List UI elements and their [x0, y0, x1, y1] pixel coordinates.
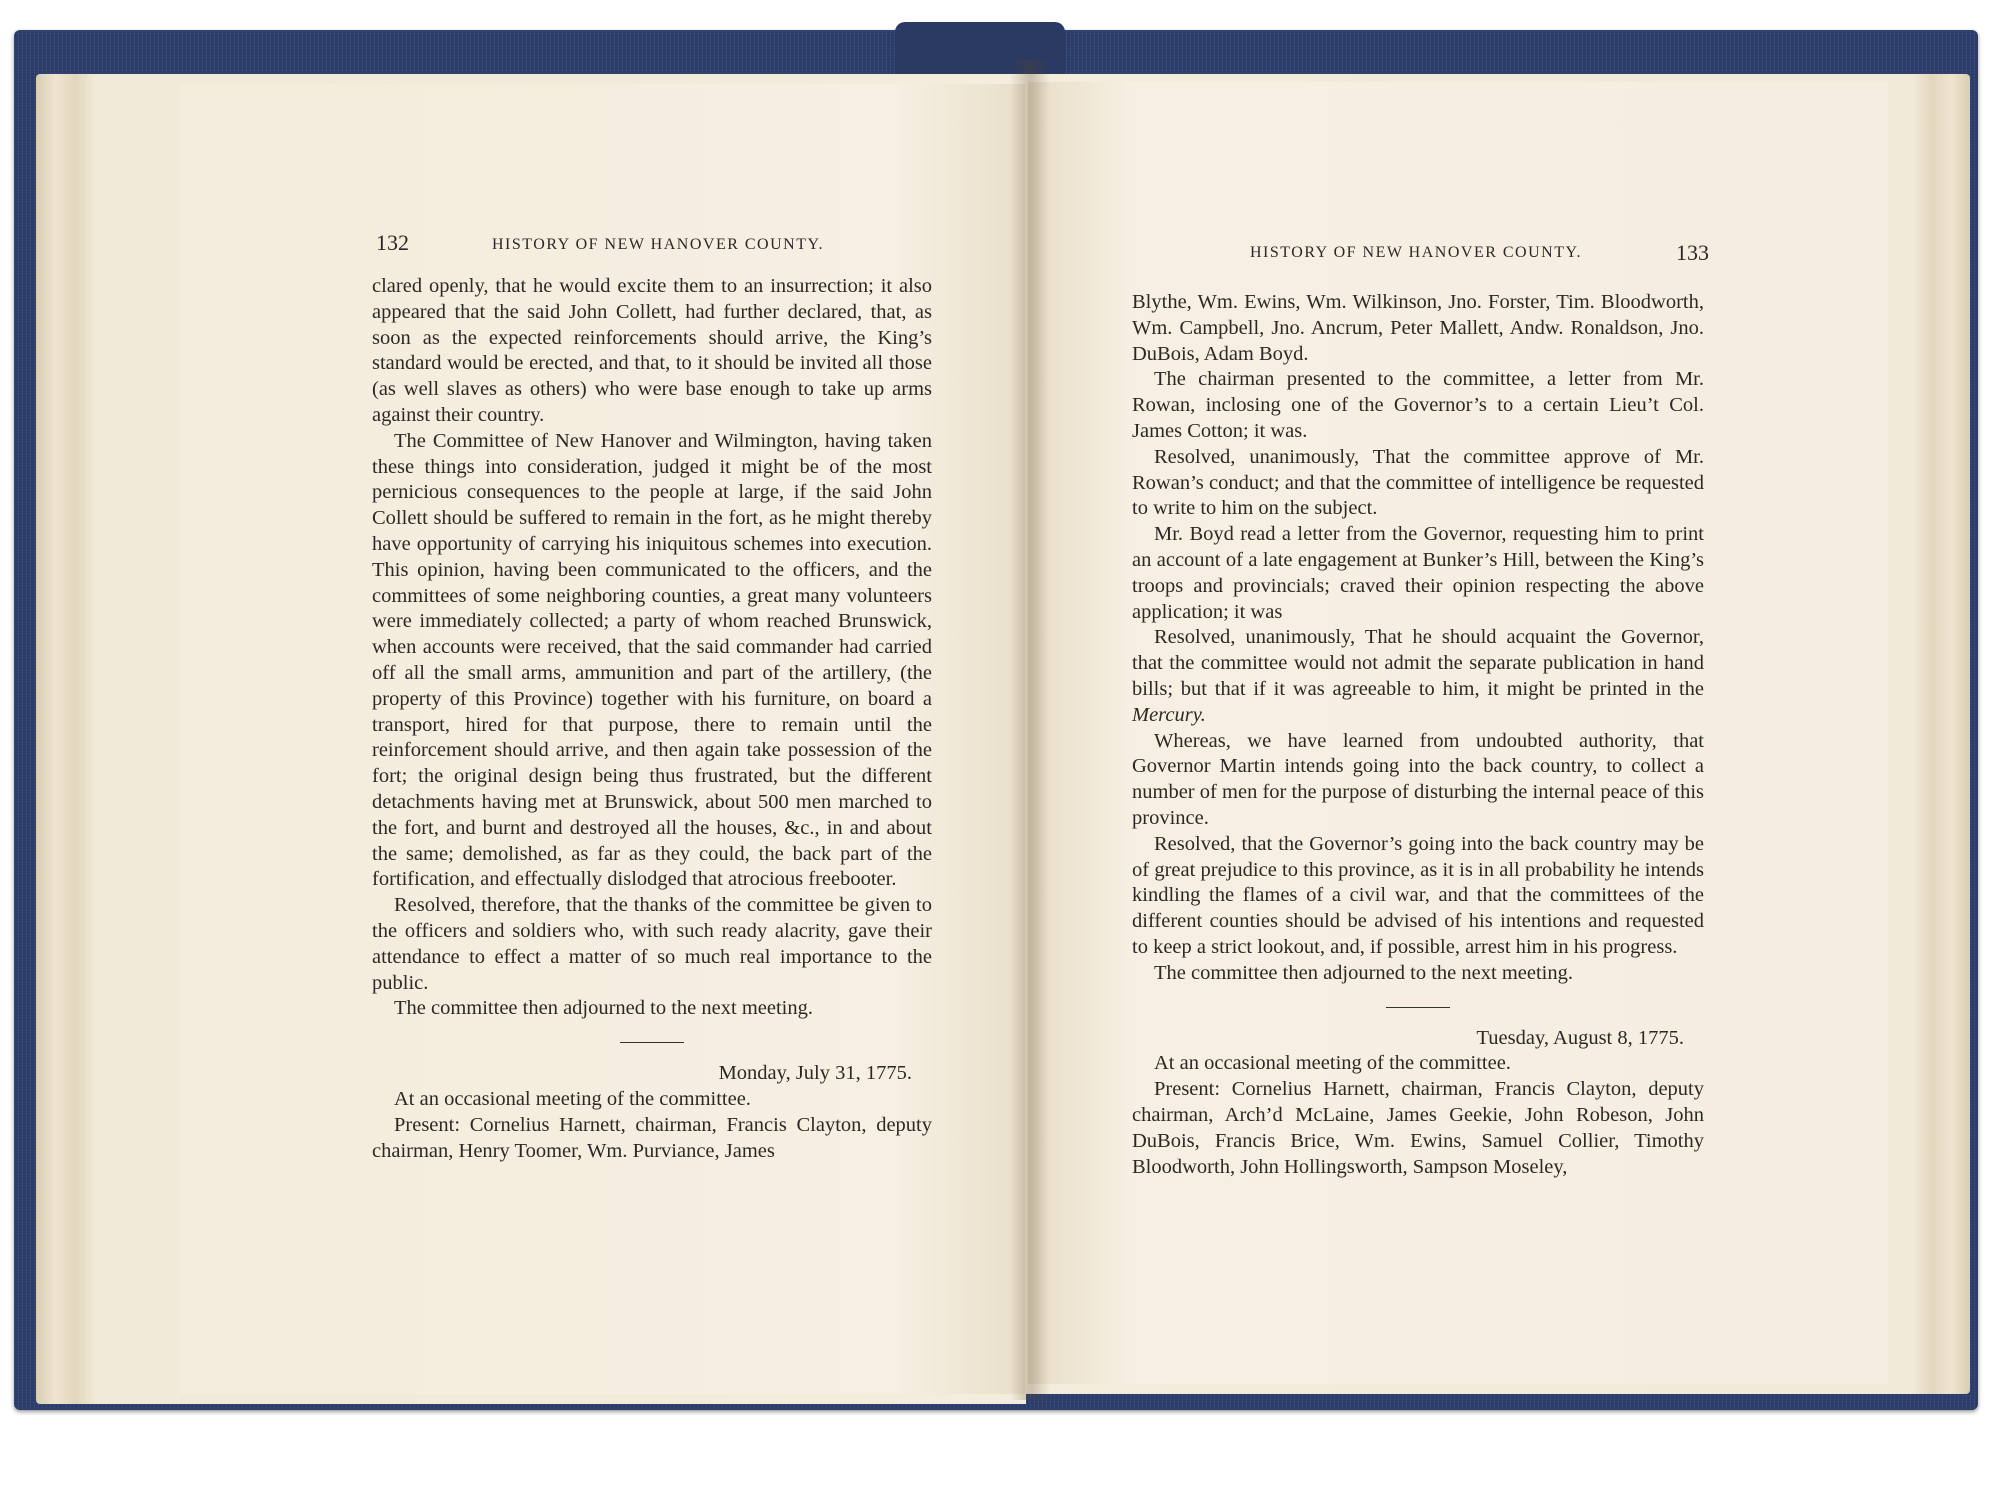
paragraph: At an occasional meeting of the committee.: [1154, 1052, 1511, 1075]
paragraph: clared openly, that he would excite them to an insurrection; it also appeared that the said John Collett, had further declared, that, as soon as the expected reinforcements should arrive, the King’s standard would be erected, and that, to it should be invited all those (as well slaves as others) who were base enough to take up arms against their country.: [372, 275, 932, 426]
left-page-body: [372, 274, 932, 1164]
right-page-body: [1132, 290, 1704, 1180]
paragraph: [1132, 625, 1704, 728]
paragraph: The committee then adjourned to the next meeting.: [1154, 961, 1573, 984]
right-page: [1028, 82, 1888, 1384]
paragraph: The chairman presented to the committee, a letter from Mr. Rowan, inclosing one of the Governor’s to a certain Lieu’t Col. James Cotton; it was.: [1132, 368, 1704, 442]
paragraph-text: Resolved, unanimously, That he should acquaint the Governor, that the committee would not admit the separate publication in hand bills; but that if it was agreeable to him, it might be printed in the: [1132, 626, 1704, 700]
paragraph: The committee then adjourned to the next meeting.: [394, 997, 813, 1020]
italic-word: Mercury.: [1132, 703, 1206, 726]
left-page: [180, 84, 1025, 1394]
paragraph: Whereas, we have learned from undoubted authority, that Governor Martin intends going into the back country, to collect a number of men for the purpose of disturbing the internal peace of this province.: [1132, 729, 1704, 829]
section-divider: [1386, 1007, 1450, 1008]
left-page-number: 132: [376, 230, 409, 255]
paragraph: Mr. Boyd read a letter from the Governor, requesting him to print an account of a late engagement at Bunker’s Hill, between the King’s troops and provincials; craved their opinion respecting the above application; it was: [1132, 523, 1704, 623]
book-gutter: [1010, 60, 1050, 1400]
paragraph: Present: Cornelius Harnett, chairman, Francis Clayton, deputy chairman, Arch’d McLaine, James Geekie, John Robeson, John DuBois, Francis Brice, Wm. Ewins, Samuel Collier, Timothy Bloodworth, John Hollingsworth, Sampson Moseley,: [1132, 1078, 1704, 1178]
right-page-number: 133: [1676, 240, 1709, 265]
paragraph: Resolved, unanimously, That the committee approve of Mr. Rowan’s conduct; and that the committee of intelligence be requested to write to him on the subject.: [1132, 445, 1704, 520]
right-running-head: HISTORY OF NEW HANOVER COUNTY.: [1250, 244, 1582, 261]
paragraph: Resolved, that the Governor’s going into the back country may be of great prejudice to this province, as it is in all probability he intends kindling the flames of a civil war, and that the committees of the different counties should be advised of his intentions and requested to keep a strict lookout, and, if possible, arrest him in his progress.: [1132, 832, 1704, 958]
paragraph: Blythe, Wm. Ewins, Wm. Wilkinson, Jno. Forster, Tim. Bloodworth, Wm. Campbell, Jno. Ancrum, Peter Mallett, Andw. Ronaldson, Jno. DuBois, Adam Boyd.: [1132, 291, 1704, 365]
paragraph: Present: Cornelius Harnett, chairman, Francis Clayton, deputy chairman, Henry Toomer, Wm. Purviance, James: [372, 1113, 932, 1162]
date-heading: Monday, July 31, 1775.: [718, 1062, 912, 1085]
date-heading: Tuesday, August 8, 1775.: [1476, 1026, 1684, 1049]
paragraph: At an occasional meeting of the committee.: [394, 1087, 751, 1110]
section-divider: [620, 1042, 684, 1043]
left-running-head: HISTORY OF NEW HANOVER COUNTY.: [492, 236, 824, 253]
paragraph: The Committee of New Hanover and Wilmington, having taken these things into consideration, judged it might be of the most pernicious consequences to the people at large, if the said John Collett should be suffered to remain in the fort, as he might thereby have opportunity of carrying his iniquitous schemes into execution. This opinion, having been communicated to the officers, and the committees of some neighboring counties, a great many volunteers were immediately collected; a party of whom reached Brunswick, when accounts were received, that the said commander had carried off all the small arms, ammunition and part of the artillery, (the property of this Province) together with his furniture, on board a transport, hired for that purpose, there to remain until the reinforcement should arrive, and then again take possession of the fort; the original design being thus frustrated, but the different detachments having met at Brunswick, about 500 men marched to the fort, and burnt and destroyed all the houses, &c., in and about the same; demolished, as far as they could, the back part of the fortification, and effectually dislodged that atrocious freebooter.: [372, 429, 932, 891]
paragraph: Resolved, therefore, that the thanks of the committee be given to the officers and soldiers who, with such ready alacrity, gave their attendance to effect a matter of so much real importance to the public.: [372, 894, 932, 994]
